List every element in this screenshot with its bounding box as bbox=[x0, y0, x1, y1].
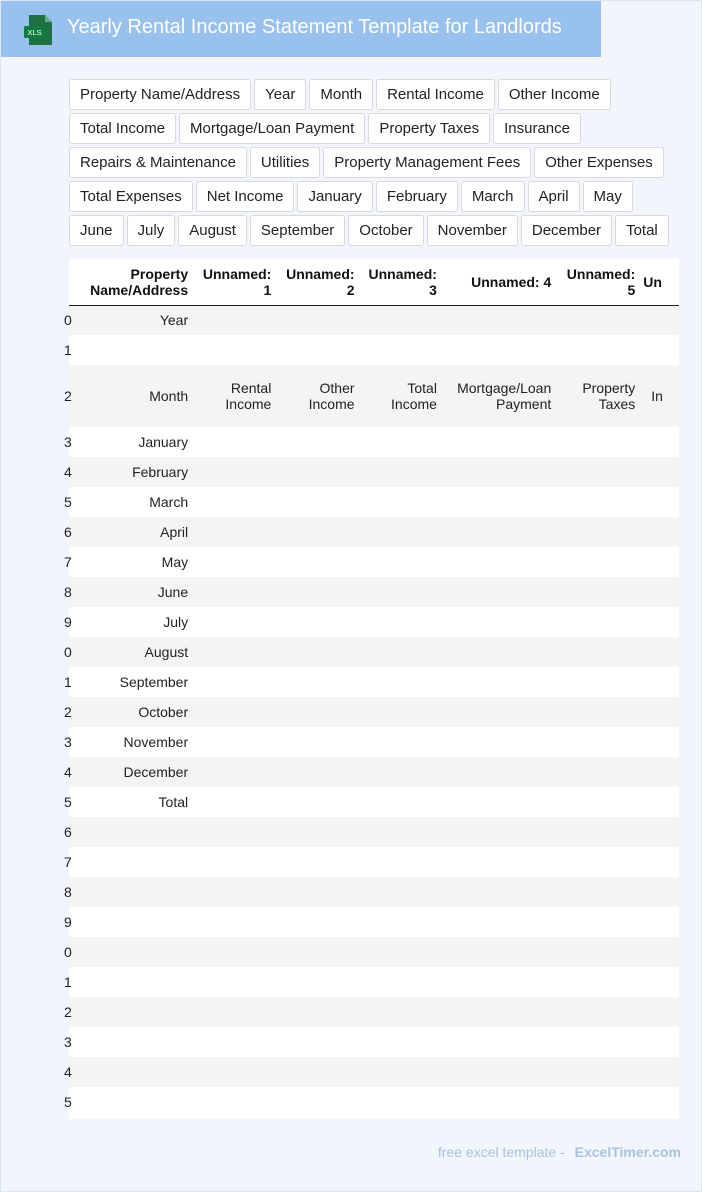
table-cell[interactable] bbox=[279, 997, 362, 1027]
table-cell[interactable] bbox=[445, 937, 559, 967]
table-row bbox=[69, 335, 679, 365]
table-cell[interactable] bbox=[445, 727, 559, 757]
table-cell[interactable] bbox=[76, 997, 196, 1027]
table-cell[interactable] bbox=[559, 727, 643, 757]
table-row bbox=[69, 967, 679, 997]
table-cell[interactable]: In bbox=[651, 388, 663, 404]
table-cell[interactable]: Mortgage/Loan Payment bbox=[457, 380, 552, 412]
table-cell[interactable] bbox=[445, 335, 559, 365]
table-cell[interactable] bbox=[196, 967, 279, 997]
table-row bbox=[69, 847, 679, 877]
table-cell[interactable] bbox=[279, 967, 362, 997]
table-cell[interactable] bbox=[643, 487, 679, 517]
row-index: 8 bbox=[64, 584, 72, 600]
table-cell[interactable] bbox=[559, 967, 643, 997]
table-row bbox=[69, 517, 679, 547]
table-cell[interactable]: December bbox=[123, 764, 189, 780]
table-cell[interactable] bbox=[445, 607, 559, 637]
table-cell[interactable] bbox=[279, 637, 362, 667]
column-header: Unnamed: 1 bbox=[202, 265, 272, 298]
table-cell[interactable] bbox=[445, 427, 559, 457]
tag-chip[interactable]: June bbox=[69, 215, 124, 246]
table-row bbox=[69, 457, 679, 487]
table-cell[interactable] bbox=[363, 457, 445, 487]
table-cell[interactable] bbox=[279, 577, 362, 607]
table-cell[interactable]: Property Taxes bbox=[582, 380, 636, 412]
row-index: 1 bbox=[64, 974, 72, 990]
table-cell[interactable] bbox=[643, 335, 679, 365]
table-cell[interactable] bbox=[559, 667, 643, 697]
table-cell[interactable]: May bbox=[161, 554, 189, 570]
table-row bbox=[69, 365, 679, 427]
table-cell[interactable] bbox=[76, 937, 196, 967]
row-index: 6 bbox=[64, 824, 72, 840]
table-cell[interactable] bbox=[196, 335, 279, 365]
table-cell[interactable] bbox=[643, 697, 679, 727]
row-index: 2 bbox=[64, 704, 72, 720]
table-cell[interactable] bbox=[196, 547, 279, 577]
table-cell[interactable] bbox=[196, 1087, 279, 1117]
table-row bbox=[69, 817, 679, 847]
page-title: Yearly Rental Income Statement Template for Landlords bbox=[67, 16, 562, 38]
tag-chip[interactable]: Rental Income bbox=[376, 79, 495, 110]
table-cell[interactable]: Total bbox=[158, 794, 189, 810]
table-cell[interactable] bbox=[363, 757, 445, 787]
table-cell[interactable] bbox=[196, 487, 279, 517]
table-cell[interactable] bbox=[363, 305, 445, 335]
table-cell[interactable] bbox=[363, 577, 445, 607]
row-index: 2 bbox=[64, 388, 72, 404]
table-cell[interactable] bbox=[559, 1027, 643, 1057]
tag-chip[interactable]: May bbox=[583, 181, 633, 212]
row-index: 7 bbox=[64, 854, 72, 870]
table-cell[interactable] bbox=[76, 1027, 196, 1057]
tag-chip[interactable]: Property Name/Address bbox=[69, 79, 251, 110]
table-cell[interactable] bbox=[445, 305, 559, 335]
table-cell[interactable] bbox=[363, 967, 445, 997]
table-row bbox=[69, 667, 679, 697]
table-cell[interactable] bbox=[559, 607, 643, 637]
row-index: 1 bbox=[64, 342, 72, 358]
table-cell[interactable] bbox=[76, 1087, 196, 1117]
table-cell[interactable] bbox=[363, 877, 445, 907]
row-index: 3 bbox=[64, 1034, 72, 1050]
table-row bbox=[69, 305, 679, 335]
table-cell[interactable] bbox=[559, 335, 643, 365]
table-cell[interactable] bbox=[363, 487, 445, 517]
column-header: Unnamed: 5 bbox=[566, 265, 636, 298]
table-cell[interactable] bbox=[559, 997, 643, 1027]
footer-brand-link[interactable]: ExcelTimer.com bbox=[574, 1144, 681, 1160]
table-cell[interactable] bbox=[363, 937, 445, 967]
table-cell[interactable] bbox=[363, 607, 445, 637]
table-cell[interactable] bbox=[279, 335, 362, 365]
table-cell[interactable] bbox=[445, 517, 559, 547]
table-cell[interactable] bbox=[445, 817, 559, 847]
table-cell[interactable] bbox=[363, 667, 445, 697]
table-cell[interactable] bbox=[643, 847, 679, 877]
table-cell[interactable] bbox=[196, 607, 279, 637]
table-cell[interactable] bbox=[196, 1057, 279, 1087]
table-cell[interactable] bbox=[363, 817, 445, 847]
tag-chip[interactable]: Insurance bbox=[493, 113, 581, 144]
tag-chip[interactable]: Other Expenses bbox=[534, 147, 664, 178]
table-cell[interactable] bbox=[445, 487, 559, 517]
tag-chip[interactable]: March bbox=[461, 181, 525, 212]
table-cell[interactable] bbox=[279, 907, 362, 937]
table-cell[interactable] bbox=[643, 667, 679, 697]
row-index: 6 bbox=[64, 524, 72, 540]
table-row bbox=[69, 937, 679, 967]
table-cell[interactable] bbox=[279, 1057, 362, 1087]
table-cell[interactable] bbox=[643, 607, 679, 637]
spreadsheet-preview bbox=[64, 259, 679, 1119]
table-row bbox=[69, 607, 679, 637]
table-cell[interactable] bbox=[196, 847, 279, 877]
table-cell[interactable] bbox=[279, 667, 362, 697]
table-cell[interactable] bbox=[643, 997, 679, 1027]
table-cell[interactable] bbox=[363, 787, 445, 817]
table-cell[interactable] bbox=[559, 305, 643, 335]
table-cell[interactable] bbox=[559, 877, 643, 907]
table-cell[interactable] bbox=[279, 847, 362, 877]
table-cell[interactable] bbox=[445, 757, 559, 787]
row-index: 0 bbox=[64, 644, 72, 660]
table-cell[interactable] bbox=[363, 1057, 445, 1087]
table-cell[interactable] bbox=[196, 937, 279, 967]
tag-chip[interactable]: November bbox=[427, 215, 518, 246]
table-cell[interactable] bbox=[196, 427, 279, 457]
row-index: 3 bbox=[64, 734, 72, 750]
table-cell[interactable] bbox=[76, 817, 196, 847]
row-index: 2 bbox=[64, 1004, 72, 1020]
table-cell[interactable] bbox=[559, 817, 643, 847]
table-cell[interactable] bbox=[279, 305, 362, 335]
table-cell[interactable] bbox=[445, 877, 559, 907]
table-cell[interactable] bbox=[445, 847, 559, 877]
table-cell[interactable] bbox=[559, 787, 643, 817]
row-index: 8 bbox=[64, 884, 72, 900]
table-cell[interactable] bbox=[445, 547, 559, 577]
table-cell[interactable] bbox=[196, 305, 279, 335]
row-index: 9 bbox=[64, 614, 72, 630]
tag-list bbox=[69, 79, 689, 246]
table-cell[interactable] bbox=[445, 1087, 559, 1117]
table-cell[interactable] bbox=[643, 787, 679, 817]
table-cell[interactable]: October bbox=[138, 704, 189, 720]
table-cell[interactable] bbox=[643, 1057, 679, 1087]
table-cell[interactable] bbox=[196, 997, 279, 1027]
table-cell[interactable]: February bbox=[132, 464, 189, 480]
table-cell[interactable]: September bbox=[119, 674, 189, 690]
table-cell[interactable] bbox=[196, 787, 279, 817]
column-header: Unnamed: 4 bbox=[471, 273, 552, 290]
tag-chip[interactable]: Mortgage/Loan Payment bbox=[179, 113, 365, 144]
table-row bbox=[69, 697, 679, 727]
table-cell[interactable] bbox=[559, 847, 643, 877]
tag-chip[interactable]: December bbox=[521, 215, 612, 246]
table-cell[interactable] bbox=[279, 877, 362, 907]
tag-chip[interactable]: January bbox=[297, 181, 372, 212]
table-cell[interactable] bbox=[363, 637, 445, 667]
row-index: 7 bbox=[64, 554, 72, 570]
table-row bbox=[69, 637, 679, 667]
table-cell[interactable] bbox=[196, 817, 279, 847]
table-row bbox=[69, 727, 679, 757]
tag-chip[interactable]: July bbox=[127, 215, 176, 246]
table-cell[interactable] bbox=[643, 577, 679, 607]
table-cell[interactable] bbox=[279, 427, 362, 457]
table-cell[interactable] bbox=[76, 907, 196, 937]
table-cell[interactable] bbox=[76, 847, 196, 877]
table-cell[interactable] bbox=[363, 907, 445, 937]
table-cell[interactable] bbox=[76, 877, 196, 907]
table-row bbox=[69, 547, 679, 577]
table-cell[interactable] bbox=[643, 967, 679, 997]
table-cell[interactable] bbox=[279, 727, 362, 757]
excel-file-icon bbox=[23, 14, 53, 46]
table-cell[interactable] bbox=[445, 667, 559, 697]
row-index: 5 bbox=[64, 1094, 72, 1110]
table-cell[interactable] bbox=[363, 727, 445, 757]
table-cell[interactable] bbox=[279, 1027, 362, 1057]
row-index: 1 bbox=[64, 674, 72, 690]
table-cell[interactable] bbox=[76, 967, 196, 997]
tag-chip[interactable]: August bbox=[178, 215, 247, 246]
table-row bbox=[69, 487, 679, 517]
row-index: 9 bbox=[64, 914, 72, 930]
table-cell[interactable] bbox=[559, 1057, 643, 1087]
table-cell[interactable] bbox=[559, 487, 643, 517]
table-cell[interactable] bbox=[363, 335, 445, 365]
table-cell[interactable] bbox=[559, 907, 643, 937]
tag-chip[interactable]: April bbox=[528, 181, 580, 212]
table-cell[interactable] bbox=[559, 757, 643, 787]
table-row bbox=[69, 877, 679, 907]
table-cell[interactable] bbox=[196, 1027, 279, 1057]
table-cell[interactable]: January bbox=[138, 434, 189, 450]
table-row bbox=[69, 1087, 679, 1117]
table-cell[interactable] bbox=[643, 817, 679, 847]
table-row bbox=[69, 1027, 679, 1057]
table-cell[interactable] bbox=[363, 1087, 445, 1117]
table-cell[interactable] bbox=[445, 907, 559, 937]
table-row bbox=[69, 427, 679, 457]
table-cell[interactable] bbox=[445, 577, 559, 607]
table-cell[interactable] bbox=[559, 697, 643, 727]
table-cell[interactable] bbox=[445, 637, 559, 667]
table-row bbox=[69, 997, 679, 1027]
footer bbox=[438, 1144, 681, 1160]
tag-chip[interactable]: Property Taxes bbox=[368, 113, 490, 144]
table-cell[interactable]: Year bbox=[159, 312, 189, 329]
tag-chip[interactable]: October bbox=[348, 215, 423, 246]
table-cell[interactable] bbox=[643, 727, 679, 757]
table-cell[interactable] bbox=[445, 457, 559, 487]
table-cell[interactable] bbox=[559, 577, 643, 607]
table-cell[interactable] bbox=[643, 1087, 679, 1117]
table-cell[interactable]: Other Income bbox=[308, 380, 355, 412]
tag-chip[interactable]: Utilities bbox=[250, 147, 320, 178]
table-cell[interactable] bbox=[445, 997, 559, 1027]
table-cell[interactable] bbox=[445, 967, 559, 997]
table-cell[interactable]: June bbox=[157, 584, 189, 600]
table-cell[interactable] bbox=[643, 1027, 679, 1057]
table-cell[interactable] bbox=[643, 305, 679, 335]
table-cell[interactable]: Month bbox=[149, 388, 189, 404]
table-cell[interactable] bbox=[363, 997, 445, 1027]
tag-chip[interactable]: Month bbox=[309, 79, 373, 110]
table-cell[interactable] bbox=[279, 787, 362, 817]
column-header bbox=[69, 259, 76, 305]
table-cell[interactable] bbox=[279, 487, 362, 517]
table-cell[interactable] bbox=[643, 937, 679, 967]
row-index: 5 bbox=[64, 794, 72, 810]
table-cell[interactable] bbox=[196, 637, 279, 667]
table-cell[interactable] bbox=[279, 1087, 362, 1117]
table-cell[interactable] bbox=[279, 937, 362, 967]
column-header: Unnamed: 2 bbox=[286, 265, 355, 298]
column-header: Property Name/Address bbox=[90, 265, 189, 298]
row-index: 4 bbox=[64, 464, 72, 480]
table-cell[interactable] bbox=[559, 937, 643, 967]
tag-chip[interactable]: Total Expenses bbox=[69, 181, 193, 212]
tag-chip[interactable]: February bbox=[376, 181, 458, 212]
tag-chip[interactable]: Property Management Fees bbox=[323, 147, 531, 178]
svg-text:XLS: XLS bbox=[27, 28, 42, 37]
table-cell[interactable]: July bbox=[163, 614, 189, 630]
table-row bbox=[69, 907, 679, 937]
table-cell[interactable] bbox=[643, 907, 679, 937]
tag-chip[interactable]: Net Income bbox=[196, 181, 295, 212]
table-cell[interactable] bbox=[363, 547, 445, 577]
data-table bbox=[64, 259, 679, 1117]
table-cell[interactable] bbox=[196, 727, 279, 757]
table-cell[interactable] bbox=[279, 547, 362, 577]
table-cell[interactable] bbox=[643, 637, 679, 667]
row-index: 3 bbox=[64, 434, 72, 450]
table-cell[interactable] bbox=[559, 457, 643, 487]
table-cell[interactable] bbox=[445, 1057, 559, 1087]
table-cell[interactable] bbox=[643, 457, 679, 487]
table-cell[interactable] bbox=[279, 517, 362, 547]
table-cell[interactable] bbox=[559, 517, 643, 547]
table-cell[interactable] bbox=[559, 637, 643, 667]
table-cell[interactable] bbox=[196, 667, 279, 697]
table-cell[interactable] bbox=[76, 1057, 196, 1087]
table-row bbox=[69, 1057, 679, 1087]
table-row bbox=[69, 787, 679, 817]
table-cell[interactable] bbox=[363, 517, 445, 547]
table-cell[interactable] bbox=[279, 457, 362, 487]
table-cell[interactable] bbox=[445, 1027, 559, 1057]
table-cell[interactable] bbox=[363, 847, 445, 877]
tag-chip[interactable]: Year bbox=[254, 79, 306, 110]
table-cell[interactable]: Rental Income bbox=[225, 380, 272, 412]
table-cell[interactable]: April bbox=[160, 524, 189, 540]
table-cell[interactable] bbox=[643, 877, 679, 907]
table-cell[interactable]: March bbox=[149, 494, 189, 510]
row-index: 4 bbox=[64, 764, 72, 780]
table-cell[interactable] bbox=[363, 1027, 445, 1057]
table-cell[interactable] bbox=[643, 757, 679, 787]
table-cell[interactable]: Total Income bbox=[391, 380, 437, 412]
tag-chip[interactable]: Other Income bbox=[498, 79, 611, 110]
table-cell[interactable] bbox=[445, 697, 559, 727]
table-cell[interactable] bbox=[196, 757, 279, 787]
table-cell[interactable] bbox=[196, 517, 279, 547]
tag-chip[interactable]: September bbox=[250, 215, 345, 246]
table-cell[interactable]: November bbox=[123, 734, 189, 750]
row-index: 4 bbox=[64, 1064, 72, 1080]
table-cell[interactable] bbox=[559, 547, 643, 577]
row-index: 0 bbox=[64, 312, 72, 329]
table-cell[interactable] bbox=[643, 517, 679, 547]
table-cell[interactable] bbox=[279, 607, 362, 637]
table-cell[interactable] bbox=[76, 335, 196, 365]
footer-text: free excel template - bbox=[437, 1144, 565, 1160]
table-cell[interactable]: August bbox=[144, 644, 189, 660]
column-header: Un bbox=[643, 273, 662, 290]
row-index: 0 bbox=[64, 944, 72, 960]
table-cell[interactable] bbox=[279, 757, 362, 787]
table-cell[interactable] bbox=[643, 547, 679, 577]
table-cell[interactable] bbox=[196, 877, 279, 907]
tag-chip[interactable]: Repairs & Maintenance bbox=[69, 147, 247, 178]
table-cell[interactable] bbox=[445, 787, 559, 817]
title-bar bbox=[1, 1, 601, 57]
table-cell[interactable] bbox=[363, 427, 445, 457]
column-header: Unnamed: 3 bbox=[368, 265, 437, 298]
row-index: 5 bbox=[64, 494, 72, 510]
table-cell[interactable] bbox=[643, 427, 679, 457]
table-header-row bbox=[69, 259, 679, 305]
table-cell[interactable] bbox=[559, 1087, 643, 1117]
table-cell[interactable] bbox=[196, 697, 279, 727]
table-row bbox=[69, 577, 679, 607]
table-cell[interactable] bbox=[196, 577, 279, 607]
table-cell[interactable] bbox=[363, 697, 445, 727]
table-row bbox=[69, 757, 679, 787]
table-cell[interactable] bbox=[279, 817, 362, 847]
table-cell[interactable] bbox=[196, 457, 279, 487]
table-cell[interactable] bbox=[279, 697, 362, 727]
table-cell[interactable] bbox=[196, 907, 279, 937]
table-cell[interactable] bbox=[559, 427, 643, 457]
tag-chip[interactable]: Total bbox=[615, 215, 669, 246]
tag-chip[interactable]: Total Income bbox=[69, 113, 176, 144]
